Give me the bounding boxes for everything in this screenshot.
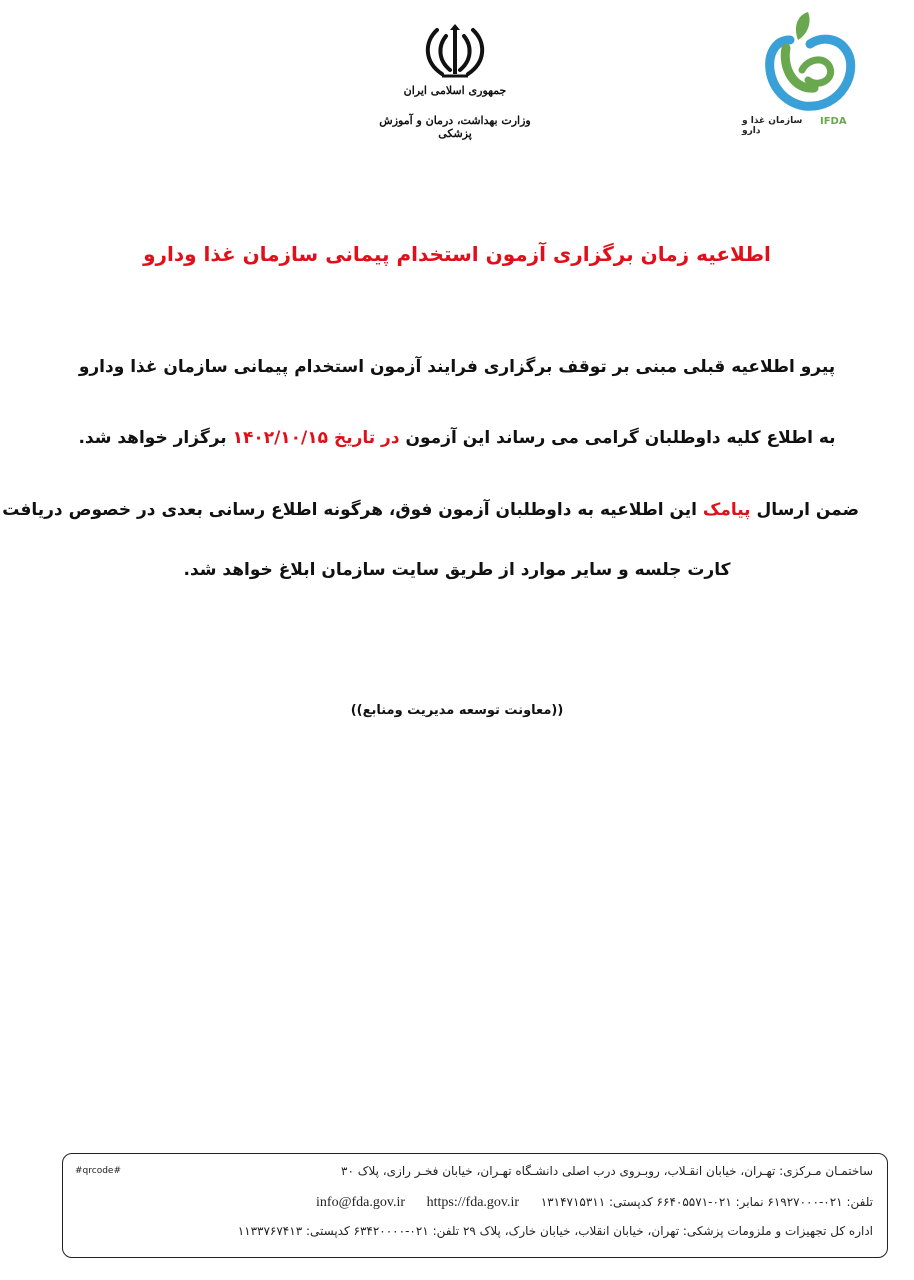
signature-department: ((معاونت توسعه مدیریت ومنابع)) (350, 703, 564, 718)
body-line-4: کارت جلسه و سایر موارد از طریق سایت سازمان ابلاغ خواهد شد. (183, 560, 731, 580)
footer-contact-box (62, 1153, 888, 1258)
footer-address-central: ساختمـان مـرکزی: تهـران، خیابان انقـلاب، روبـروی درب اصلی دانشـگاه تهـران، خیابان فخـر رازی، پلاک ۳۰ (341, 1164, 873, 1178)
body-line-3-end: این اطلاعیه به داوطلبان آزمون فوق، هرگونه اطلاع رسانی بعدی در خصوص دریافت (2, 500, 697, 520)
emblem-icon (420, 22, 490, 80)
emblem-ministry-text: وزارت بهداشت، درمان و آموزش پزشکی (379, 114, 531, 140)
ifda-logo (742, 10, 872, 135)
announcement-title: اطلاعیه زمان برگزاری آزمون استخدام پیمانی سازمان غذا ودارو (143, 242, 771, 266)
ifda-persian-name: سازمان غذا و دارو (742, 116, 803, 136)
exam-date-highlight: در تاریخ ۱۴۰۲/۱۰/۱۵ (232, 428, 400, 448)
body-line-1: پیرو اطلاعیه قبلی مبنی بر توقف برگزاری فرایند آزمون استخدام پیمانی سازمان غذا ودارو (78, 357, 836, 377)
footer-contacts (316, 1195, 873, 1211)
qrcode-placeholder: #qrcode# (75, 1166, 122, 1176)
body-line-2-end: برگزار خواهد شد. (78, 428, 227, 448)
iran-emblem (379, 22, 531, 142)
footer-address-medical-devices: اداره کل تجهیزات و ملزومات پزشکی: تهران، خیابان انقلاب، خیابان خارک، پلاک ۲۹ تلفن: ۰۲۱-۶۳۴۲۰۰۰۰ کدپستی: ۱۱۳۳۷۶۷۴۱۳ (237, 1224, 873, 1238)
ifda-english-name: IFDA (820, 116, 847, 127)
emblem-country-text: جمهوری اسلامی ایران (403, 84, 507, 97)
footer-email-link[interactable]: info@fda.gov.ir (316, 1195, 405, 1210)
footer-phone-fax-postal: تلفن: ۰۲۱-۶۱۹۲۷۰۰۰ نمابر: ۰۲۱-۶۶۴۰۵۵۷۱ کدپستی: ۱۳۱۴۷۱۵۳۱۱ (540, 1195, 873, 1209)
body-line-3 (2, 500, 859, 520)
body-line-2 (55, 428, 859, 448)
ifda-logo-icon (742, 10, 872, 115)
footer-website-link[interactable]: https://fda.gov.ir (426, 1195, 520, 1210)
body-line-2-start: به اطلاع کلیه داوطلبان گرامی می رساند این آزمون (405, 428, 836, 448)
sms-highlight: پیامک (702, 500, 751, 520)
body-line-3-start: ضمن ارسال (756, 500, 859, 520)
